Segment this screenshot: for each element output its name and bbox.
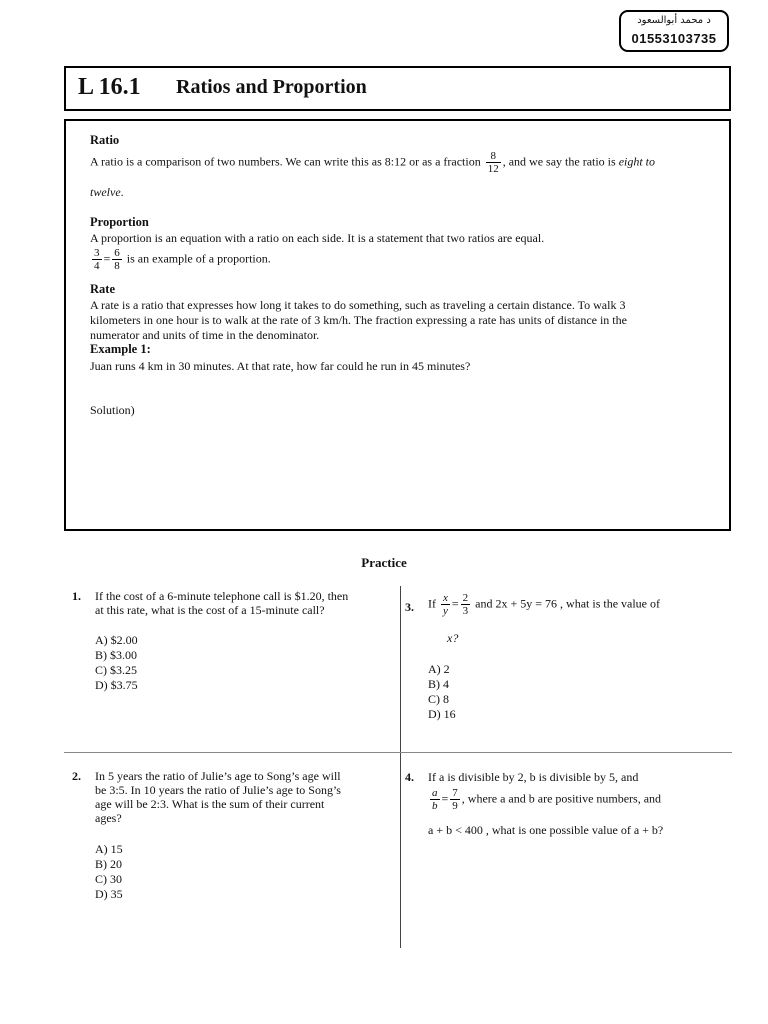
q2-choice-d[interactable]: D) 35 bbox=[95, 887, 123, 901]
ratio-italic: eight to bbox=[618, 154, 656, 169]
q1-number: 1. bbox=[72, 589, 81, 603]
proportion-example-text: is an example of a proportion. bbox=[126, 251, 271, 266]
q3-choices bbox=[428, 662, 456, 722]
q3-choice-a[interactable]: A) 2 bbox=[428, 662, 450, 676]
ratio-end: . bbox=[120, 185, 124, 199]
ratio-frac-num: 8 bbox=[486, 150, 501, 163]
q3-equals: = bbox=[451, 596, 459, 611]
q1-choice-b[interactable]: B) $3.00 bbox=[95, 648, 137, 662]
ratio-heading: Ratio bbox=[90, 133, 120, 147]
q2-choices bbox=[95, 842, 123, 902]
q2-line-4: ages? bbox=[95, 811, 122, 825]
proportion-frac-2-num: 6 bbox=[114, 247, 120, 259]
proportion-definition: A proportion is an equation with a ratio on each side. It is a statement that two ratios are equal. bbox=[90, 231, 545, 245]
q2-line-1: In 5 years the ratio of Julie’s age to Song’s age will bbox=[95, 769, 341, 783]
q1-line-1: If the cost of a 6-minute telephone call is $1.20, then bbox=[95, 589, 349, 603]
q4-line-2 bbox=[428, 787, 661, 812]
proportion-example bbox=[90, 247, 271, 272]
author-phone: 01553103735 bbox=[631, 31, 717, 46]
q3-text: and 2x + 5y = 76 , what is the value of bbox=[475, 596, 661, 611]
q2-choice-a[interactable]: A) 15 bbox=[95, 842, 123, 856]
rate-line-3: numerator and units of time in the denominator. bbox=[90, 328, 320, 342]
lesson-title: Ratios and Proportion bbox=[176, 76, 367, 98]
ratio-text-after: , and we say the ratio is bbox=[502, 154, 616, 169]
ratio-fraction bbox=[486, 150, 501, 175]
q3-frac-2-den: 3 bbox=[462, 605, 469, 617]
q4-frac-2-num: 7 bbox=[452, 787, 458, 799]
proportion-frac-1-num: 3 bbox=[94, 247, 100, 259]
q3-number: 3. bbox=[405, 600, 414, 614]
contact-box bbox=[619, 10, 729, 52]
q1-choice-d[interactable]: D) $3.75 bbox=[95, 678, 138, 692]
q3-choice-d[interactable]: D) 16 bbox=[428, 707, 456, 721]
proportion-frac-2-den: 8 bbox=[114, 260, 120, 272]
q2-number: 2. bbox=[72, 769, 81, 783]
q3-tail: x? bbox=[447, 631, 459, 645]
q2-choice-c[interactable]: C) 30 bbox=[95, 872, 122, 886]
q4-frac-2 bbox=[450, 787, 460, 812]
practice-title: Practice bbox=[361, 555, 407, 570]
ratio-definition bbox=[90, 150, 710, 175]
q3-frac-1-num: x bbox=[443, 592, 448, 604]
proportion-frac-1-den: 4 bbox=[94, 260, 100, 272]
proportion-frac-2 bbox=[112, 247, 122, 272]
q1-choices bbox=[95, 633, 138, 693]
q3-frac-2-num: 2 bbox=[462, 592, 469, 604]
example-question: Juan runs 4 km in 30 minutes. At that rate, how far could he run in 45 minutes? bbox=[90, 359, 471, 373]
q4-line-1: If a is divisible by 2, b is divisible by 5, and bbox=[428, 770, 639, 784]
ratio-text-before: A ratio is a comparison of two numbers. We can write this as 8:12 or as a fraction bbox=[90, 154, 481, 169]
lesson-code: L 16.1 bbox=[78, 74, 141, 100]
proportion-heading: Proportion bbox=[90, 215, 149, 229]
q4-frac-2-den: 9 bbox=[452, 800, 458, 812]
q4-line-2-text: , where a and b are positive numbers, and bbox=[461, 791, 662, 806]
q4-frac-1-den: b bbox=[432, 800, 438, 812]
lesson-header bbox=[64, 66, 731, 111]
example-solution-label: Solution) bbox=[90, 403, 135, 417]
q3-choice-b[interactable]: B) 4 bbox=[428, 677, 449, 691]
q3-frac-1 bbox=[441, 592, 450, 617]
practice-vertical-divider bbox=[400, 586, 401, 948]
q4-equals: = bbox=[441, 791, 449, 806]
q1-choice-c[interactable]: C) $3.25 bbox=[95, 663, 137, 677]
q1-line-2: at this rate, what is the cost of a 15-minute call? bbox=[95, 603, 325, 617]
rate-line-1: A rate is a ratio that expresses how long it takes to do something, such as traveling a certain distance. To walk 3 bbox=[90, 298, 626, 312]
example-heading: Example 1: bbox=[90, 342, 151, 356]
q3-choice-c[interactable]: C) 8 bbox=[428, 692, 449, 706]
q4-number: 4. bbox=[405, 770, 414, 784]
q3-if: If bbox=[428, 596, 436, 611]
proportion-equals: = bbox=[103, 251, 111, 266]
q2-line-2: be 3:5. In 10 years the ratio of Julie’s age to Song’s bbox=[95, 783, 341, 797]
practice-horizontal-divider bbox=[64, 752, 732, 753]
rate-heading: Rate bbox=[90, 282, 115, 296]
ratio-italic-2: twelve bbox=[90, 185, 121, 199]
proportion-frac-1 bbox=[92, 247, 102, 272]
q1-choice-a[interactable]: A) $2.00 bbox=[95, 633, 138, 647]
q4-frac-1 bbox=[430, 787, 440, 812]
q4-frac-1-num: a bbox=[432, 787, 438, 799]
q3-frac-1-den: y bbox=[443, 605, 448, 617]
ratio-definition-cont bbox=[90, 184, 124, 200]
q3-line-1 bbox=[428, 592, 660, 617]
author-name: د محمد أبوالسعود bbox=[637, 15, 711, 26]
q3-frac-2 bbox=[461, 592, 471, 617]
q2-line-3: age will be 2:3. What is the sum of their current bbox=[95, 797, 325, 811]
q4-line-3: a + b < 400 , what is one possible value of a + b? bbox=[428, 823, 664, 837]
q2-choice-b[interactable]: B) 20 bbox=[95, 857, 122, 871]
rate-line-2: kilometers in one hour is to walk at the rate of 3 km/h. The fraction expressing a rate has units of distance in the bbox=[90, 313, 627, 327]
ratio-frac-den: 12 bbox=[487, 163, 499, 175]
